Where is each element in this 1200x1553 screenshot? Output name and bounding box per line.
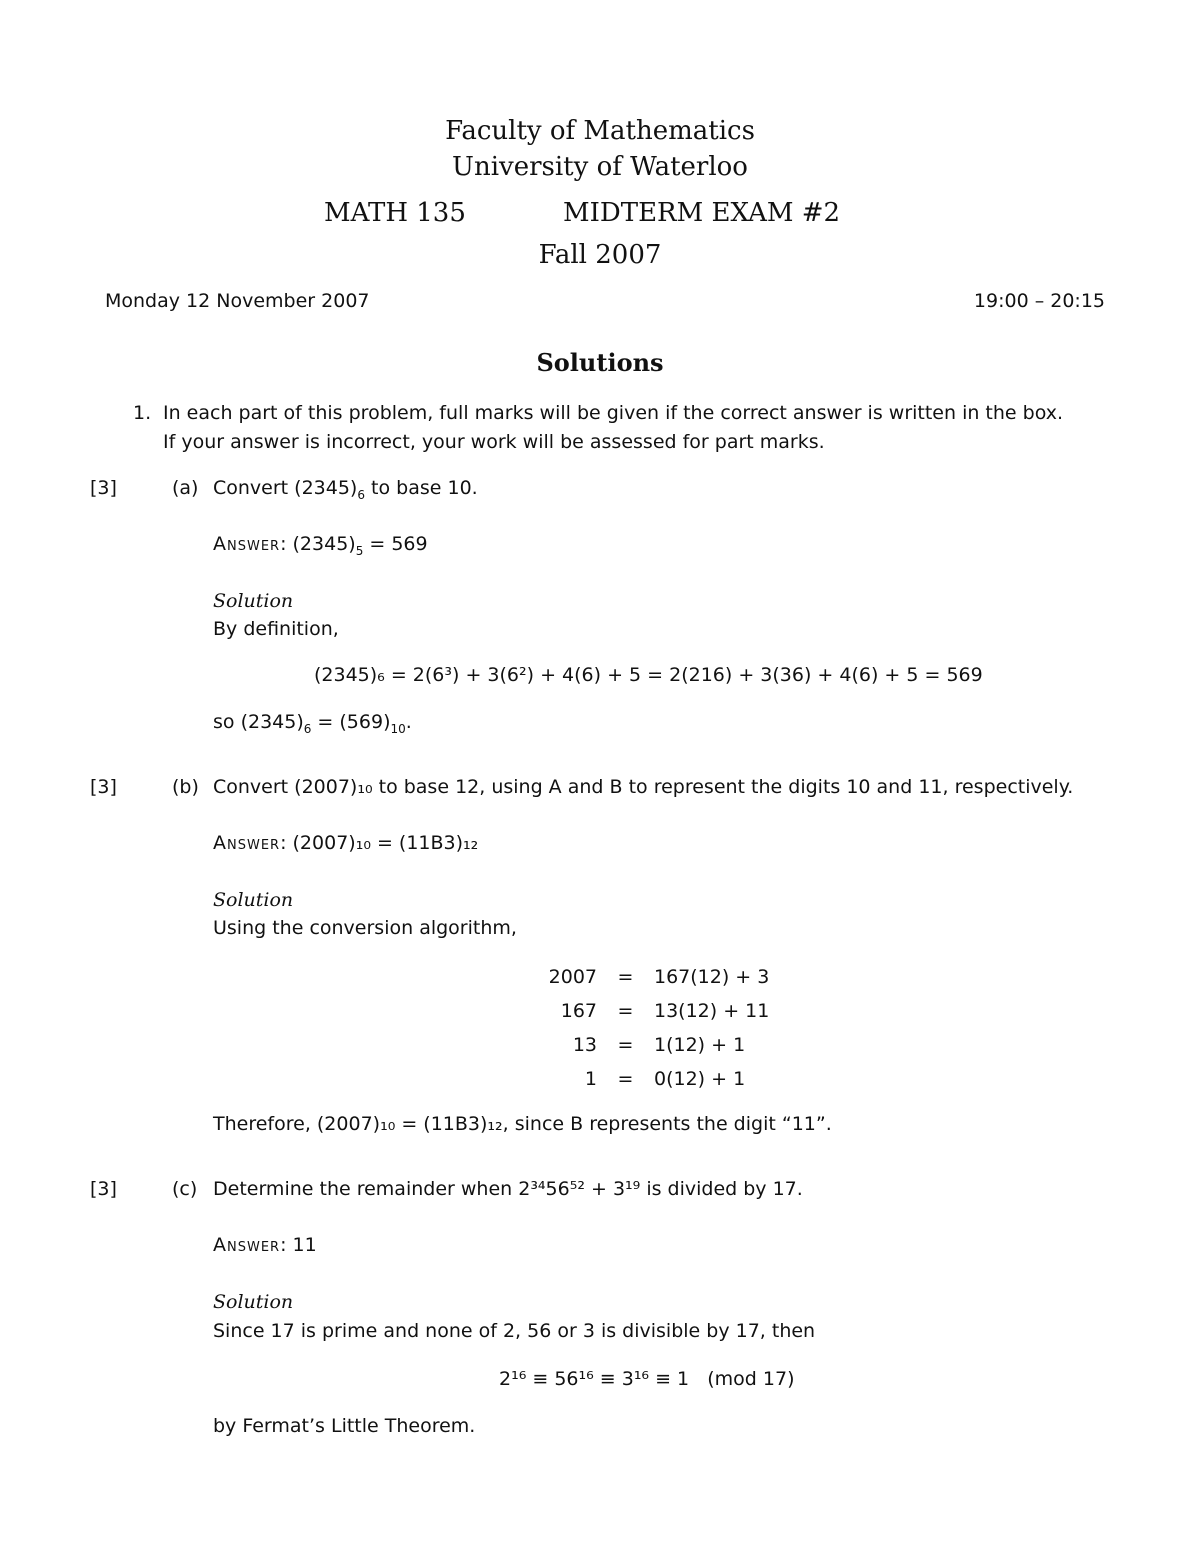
part-a-conclusion: so $(2345)_6 = (569)_{10}$. xyxy=(213,711,412,736)
part-a-equation: (2345)₆ = 2(6³) + 3(6²) + 4(6) + 5 = 2(216) + 3(36) + 4(6) + 5 = 569 xyxy=(314,664,983,686)
part-b-marks: [3] xyxy=(90,776,117,798)
row-rhs: 167(12) + 3 xyxy=(654,966,770,988)
exam-date: Monday 12 November 2007 xyxy=(105,290,370,312)
part-a-question: Convert $(2345)_6$ to base 10. xyxy=(213,477,478,502)
row-eq: = xyxy=(617,1000,634,1022)
part-a-label: (a) xyxy=(172,477,199,499)
row-lhs: 1 xyxy=(584,1068,597,1090)
row-lhs: 2007 xyxy=(548,966,597,988)
part-c-question: Determine the remainder when 2³⁴56⁵² + 3¹⁹ is divided by 17. xyxy=(213,1178,803,1200)
conversion-row xyxy=(542,994,769,1028)
part-b-answer: Answer: (2007)₁₀ = (11B3)₁₂ xyxy=(213,832,479,854)
part-b-label: (b) xyxy=(172,776,199,798)
answer-label: Answer xyxy=(213,832,281,854)
row-eq: = xyxy=(617,1068,634,1090)
faculty-title: Faculty of Mathematics xyxy=(445,116,755,146)
conversion-row xyxy=(542,1062,769,1096)
answer-label: Answer xyxy=(213,1234,281,1256)
part-c-marks: [3] xyxy=(90,1178,117,1200)
solutions-heading: Solutions xyxy=(536,348,664,377)
conversion-row xyxy=(542,960,769,994)
answer-label: Answer xyxy=(213,533,281,555)
part-a-solution-heading: Solution xyxy=(213,590,294,612)
part-c-label: (c) xyxy=(172,1178,198,1200)
term-title: Fall 2007 xyxy=(538,240,662,270)
part-a-marks: [3] xyxy=(90,477,117,499)
part-c-solution-text: Since 17 is prime and none of 2, 56 or 3 is divisible by 17, then xyxy=(213,1320,816,1342)
part-c-equation: 2¹⁶ ≡ 56¹⁶ ≡ 3¹⁶ ≡ 1 (mod 17) xyxy=(499,1368,795,1390)
row-rhs: 0(12) + 1 xyxy=(654,1068,746,1090)
part-a-solution-text: By definition, xyxy=(213,618,339,640)
conversion-row xyxy=(542,1028,769,1062)
row-rhs: 13(12) + 11 xyxy=(654,1000,770,1022)
part-b-solution-text: Using the conversion algorithm, xyxy=(213,917,517,939)
university-title: University of Waterloo xyxy=(452,152,748,182)
exam-time: 19:00 – 20:15 xyxy=(973,290,1105,312)
row-lhs: 167 xyxy=(560,1000,597,1022)
question-number: 1. xyxy=(133,402,152,424)
part-c-answer: Answer: 11 xyxy=(213,1234,317,1256)
course-code: MATH 135 xyxy=(324,198,466,228)
exam-title: MIDTERM EXAM #2 xyxy=(563,198,841,228)
part-b-question: Convert (2007)₁₀ to base 12, using A and B to represent the digits 10 and 11, respectively. xyxy=(213,776,1074,798)
conversion-table xyxy=(542,960,769,1096)
part-c-conclusion: by Fermat’s Little Theorem. xyxy=(213,1415,476,1437)
part-b-conclusion: Therefore, (2007)₁₀ = (11B3)₁₂, since B represents the digit “11”. xyxy=(213,1113,832,1135)
question-intro-line1: In each part of this problem, full marks will be given if the correct answer is written in the box. xyxy=(163,402,1064,424)
question-intro-line2: If your answer is incorrect, your work will be assessed for part marks. xyxy=(163,431,825,453)
row-rhs: 1(12) + 1 xyxy=(654,1034,746,1056)
row-eq: = xyxy=(617,1034,634,1056)
row-lhs: 13 xyxy=(572,1034,597,1056)
part-b-solution-heading: Solution xyxy=(213,889,294,911)
row-eq: = xyxy=(617,966,634,988)
part-a-answer: Answer: $(2345)_5 = 569$ xyxy=(213,533,428,558)
part-c-solution-heading: Solution xyxy=(213,1291,294,1313)
